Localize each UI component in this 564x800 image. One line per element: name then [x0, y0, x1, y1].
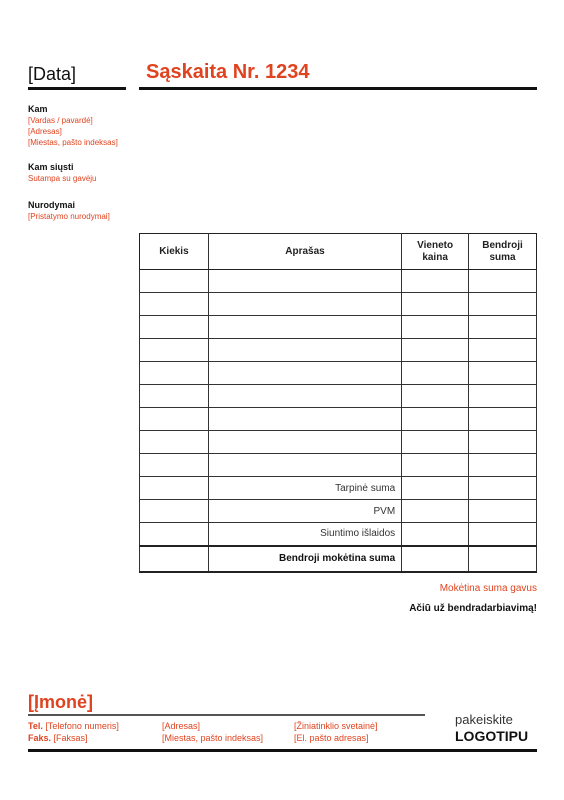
qty-cell[interactable] — [140, 454, 209, 477]
instructions-block — [28, 200, 110, 222]
fax-line — [28, 732, 119, 744]
qty-cell[interactable] — [140, 270, 209, 293]
fax-label: Faks. — [28, 733, 52, 743]
line-total-cell[interactable] — [469, 293, 537, 316]
table-row — [140, 454, 537, 477]
company-address[interactable]: [Adresas] — [162, 721, 201, 731]
description-cell[interactable] — [208, 293, 401, 316]
header-unit-price: Vieneto kaina — [402, 234, 469, 270]
ship-to-value[interactable]: Sutampa su gavėju — [28, 174, 97, 183]
table-row — [140, 293, 537, 316]
items-table — [139, 233, 537, 573]
description-cell[interactable] — [208, 408, 401, 431]
qty-cell[interactable] — [140, 339, 209, 362]
subtotal-label: Tarpinė suma — [208, 477, 401, 500]
qty-cell[interactable] — [140, 316, 209, 339]
table-row — [140, 362, 537, 385]
unit-price-cell[interactable] — [402, 362, 469, 385]
description-cell[interactable] — [208, 431, 401, 454]
description-cell[interactable] — [208, 270, 401, 293]
vat-blank-cell — [402, 500, 469, 523]
header-line-total: Bendroji suma — [469, 234, 537, 270]
table-header-row — [140, 234, 537, 270]
unit-price-cell[interactable] — [402, 339, 469, 362]
phone-line — [28, 720, 119, 732]
contact-address — [162, 720, 263, 744]
bill-to-name[interactable]: [Vardas / pavardė] — [28, 116, 93, 125]
header-quantity: Kiekis — [140, 234, 209, 270]
bill-to-city[interactable]: [Miestas, pašto indeksas] — [28, 138, 118, 147]
vat-row — [140, 500, 537, 523]
unit-price-cell[interactable] — [402, 431, 469, 454]
ship-to-label: Kam siųsti — [28, 162, 74, 172]
qty-cell[interactable] — [140, 362, 209, 385]
subtotal-blank-cell — [402, 477, 469, 500]
vat-blank-cell — [140, 500, 209, 523]
total-value-cell[interactable] — [469, 546, 537, 572]
shipping-blank-cell — [402, 523, 469, 546]
company-rule — [28, 714, 425, 716]
thank-you-note: Ačiū už bendradarbiavimą! — [409, 603, 537, 614]
line-total-cell[interactable] — [469, 316, 537, 339]
description-cell[interactable] — [208, 316, 401, 339]
line-total-cell[interactable] — [469, 362, 537, 385]
instructions-value[interactable]: [Pristatymo nurodymai] — [28, 212, 110, 221]
qty-cell[interactable] — [140, 293, 209, 316]
company-email[interactable]: [El. pašto adresas] — [294, 733, 369, 743]
table-row — [140, 316, 537, 339]
contact-phone-fax — [28, 720, 119, 744]
ship-to-block — [28, 162, 97, 184]
total-blank-cell — [402, 546, 469, 572]
description-cell[interactable] — [208, 454, 401, 477]
table-row — [140, 408, 537, 431]
line-total-cell[interactable] — [469, 454, 537, 477]
table-row — [140, 339, 537, 362]
instructions-label: Nurodymai — [28, 200, 76, 210]
shipping-label: Siuntimo išlaidos — [208, 523, 401, 546]
company-name[interactable]: [Įmonė] — [28, 692, 93, 712]
phone-label: Tel. — [28, 721, 43, 731]
company-website[interactable]: [Žiniatinklio svetainė] — [294, 721, 378, 731]
invoice-title: Sąskaita Nr. 1234 — [146, 61, 310, 83]
total-label: Bendroji mokėtina suma — [208, 546, 401, 572]
vat-label: PVM — [208, 500, 401, 523]
bill-to-block — [28, 104, 118, 148]
total-row — [140, 546, 537, 572]
qty-cell[interactable] — [140, 385, 209, 408]
unit-price-cell[interactable] — [402, 408, 469, 431]
line-total-cell[interactable] — [469, 431, 537, 454]
fax-value[interactable]: [Faksas] — [53, 733, 88, 743]
header-description: Aprašas — [208, 234, 401, 270]
shipping-row — [140, 523, 537, 546]
shipping-blank-cell — [140, 523, 209, 546]
table-row — [140, 431, 537, 454]
bill-to-label: Kam — [28, 104, 48, 114]
shipping-value-cell[interactable] — [469, 523, 537, 546]
payment-terms: Mokėtina suma gavus — [439, 583, 537, 594]
table-row — [140, 270, 537, 293]
phone-value[interactable]: [Telefono numeris] — [45, 721, 119, 731]
subtotal-row — [140, 477, 537, 500]
table-row — [140, 385, 537, 408]
unit-price-cell[interactable] — [402, 293, 469, 316]
vat-value-cell[interactable] — [469, 500, 537, 523]
logo-line-1: pakeiskite — [455, 712, 513, 727]
unit-price-cell[interactable] — [402, 385, 469, 408]
logo-line-2: LOGOTIPU — [455, 728, 529, 744]
unit-price-cell[interactable] — [402, 454, 469, 477]
description-cell[interactable] — [208, 362, 401, 385]
unit-price-cell[interactable] — [402, 270, 469, 293]
date-rule — [28, 87, 126, 90]
qty-cell[interactable] — [140, 408, 209, 431]
total-blank-cell — [140, 546, 209, 572]
subtotal-blank-cell — [140, 477, 209, 500]
line-total-cell[interactable] — [469, 385, 537, 408]
contact-web — [294, 720, 378, 744]
line-total-cell[interactable] — [469, 270, 537, 293]
line-total-cell[interactable] — [469, 339, 537, 362]
bill-to-address[interactable]: [Adresas] — [28, 127, 62, 136]
date-field[interactable]: [Data] — [28, 64, 77, 84]
subtotal-value-cell[interactable] — [469, 477, 537, 500]
title-rule — [139, 87, 537, 90]
unit-price-cell[interactable] — [402, 316, 469, 339]
description-cell[interactable] — [208, 339, 401, 362]
footer-rule — [28, 749, 537, 752]
line-total-cell[interactable] — [469, 408, 537, 431]
qty-cell[interactable] — [140, 431, 209, 454]
description-cell[interactable] — [208, 385, 401, 408]
company-city[interactable]: [Miestas, pašto indeksas] — [162, 733, 264, 743]
logo-placeholder[interactable] — [455, 712, 528, 744]
